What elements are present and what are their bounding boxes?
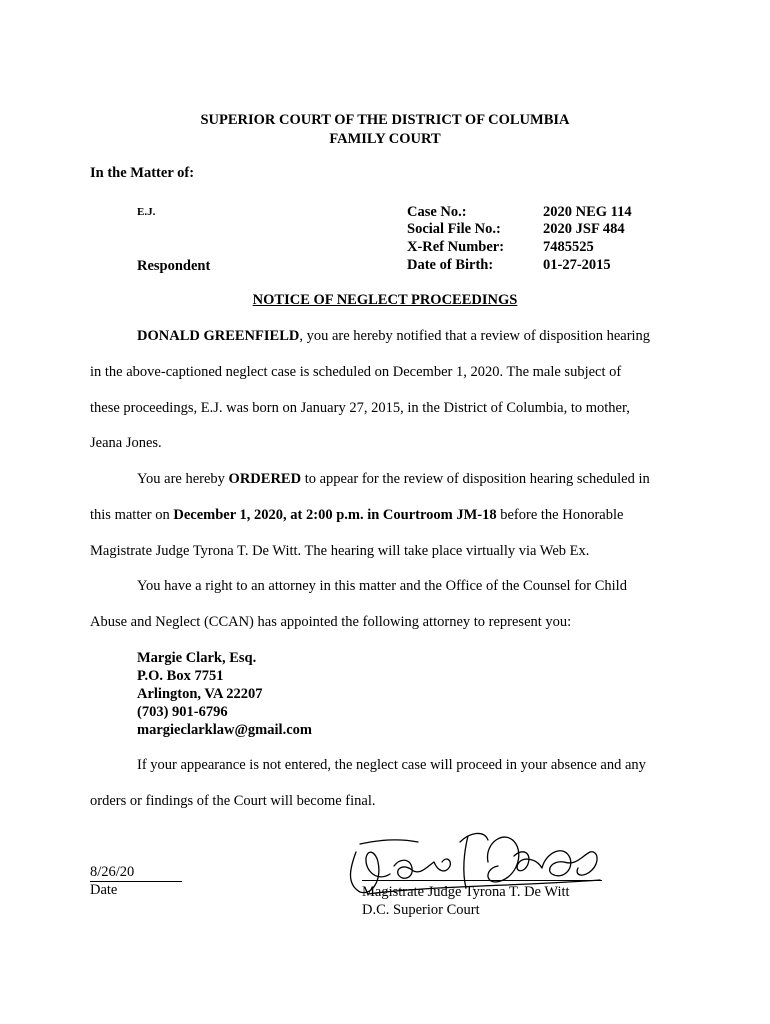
case-no-label: Case No.: [407,204,467,220]
attorney-email: margieclarklaw@gmail.com [137,722,312,738]
para3-line2: Abuse and Neglect (CCAN) has appointed the following attorney to represent you: [90,614,572,630]
para1-line2: in the above-captioned neglect case is scheduled on December 1, 2020. The male subject of [90,364,622,380]
subject-initials: E.J. [137,206,156,218]
para1-line1 [137,328,650,345]
matter-label: In the Matter of: [90,165,195,181]
attorney-name: Margie Clark, Esq. [137,650,257,666]
signer-title: Magistrate Judge Tyrona T. De Witt [362,884,570,900]
date-value: 8/26/20 [90,864,182,882]
attorney-phone: (703) 901-6796 [137,704,228,720]
hearing-datetime: December 1, 2020, at 2:00 p.m. in Courtroom JM-18 [173,507,497,523]
para2-line1-a: You are hereby [137,471,229,487]
xref-label: X-Ref Number: [407,239,505,255]
court-name: SUPERIOR COURT OF THE DISTRICT OF COLUMBIA [200,112,570,128]
para1-line3: these proceedings, E.J. was born on January 27, 2015, in the District of Columbia, to mother, [90,400,630,416]
xref-value: 7485525 [543,239,594,255]
para2-line3: Magistrate Judge Tyrona T. De Witt. The hearing will take place virtually via Web Ex. [90,543,590,559]
para4-line2: orders or findings of the Court will become final. [90,793,376,809]
para2-line2-c: before the Honorable [496,507,624,523]
para1-line1-text: , you are hereby notified that a review of disposition hearing [299,328,651,344]
signature-date [90,864,182,882]
signature-line [362,880,602,881]
para1-line4: Jeana Jones. [90,435,162,451]
respondent-label: Respondent [137,258,211,274]
signer-court: D.C. Superior Court [362,902,480,918]
attorney-address2: Arlington, VA 22207 [137,686,263,702]
date-label: Date [90,882,118,898]
para2-line2-a: this matter on [90,507,174,523]
para2-line1 [137,471,650,488]
dob-label: Date of Birth: [407,257,494,273]
para2-line1-c: to appear for the review of disposition hearing scheduled in [301,471,650,487]
recipient-name: DONALD GREENFIELD [137,328,300,344]
attorney-address1: P.O. Box 7751 [137,668,224,684]
case-no-value: 2020 NEG 114 [543,204,632,220]
para4-line1: If your appearance is not entered, the neglect case will proceed in your absence and any [137,757,646,773]
para3-line1: You have a right to an attorney in this matter and the Office of the Counsel for Child [137,578,627,594]
ordered-word: ORDERED [228,471,302,487]
social-file-value: 2020 JSF 484 [543,221,625,237]
court-division: FAMILY COURT [329,131,441,147]
social-file-label: Social File No.: [407,221,501,237]
dob-value: 01-27-2015 [543,257,611,273]
para2-line2 [90,507,623,524]
notice-title: NOTICE OF NEGLECT PROCEEDINGS [252,292,518,308]
